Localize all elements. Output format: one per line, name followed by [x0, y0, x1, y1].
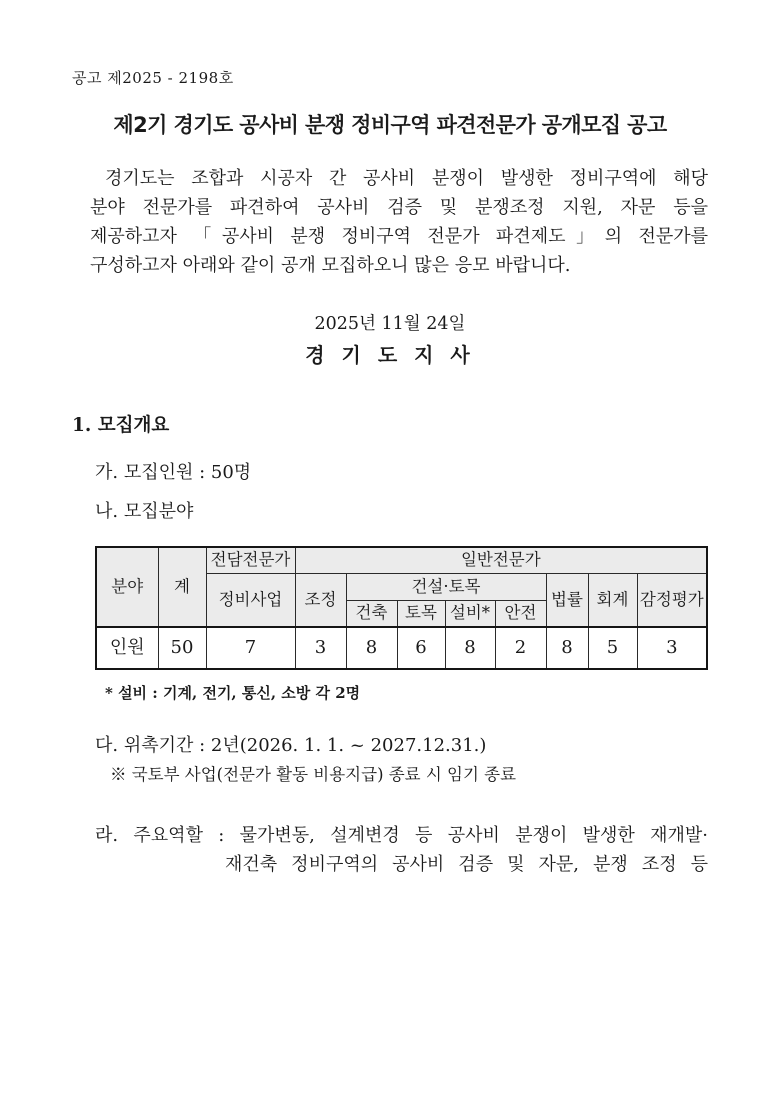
cell-total: 50: [158, 627, 206, 669]
th-architecture: 건축: [346, 600, 397, 627]
th-facility: 설비*: [445, 600, 495, 627]
cell-safety: 2: [495, 627, 546, 669]
th-general-expert: 일반전문가: [295, 547, 707, 573]
cell-appraisal: 3: [637, 627, 707, 669]
doc-date: 2025년 11월 24일: [314, 314, 466, 334]
recruit-table: [95, 546, 708, 670]
th-civil: 토목: [397, 600, 445, 627]
th-mediation: 조정: [295, 573, 346, 627]
th-dedicated-expert: 전담전문가: [206, 547, 295, 573]
cell-civil: 6: [397, 627, 445, 669]
item-appointment-period-note: ※ 국토부 사업(전문가 활동 비용지급) 종료 시 임기 종료: [110, 765, 517, 784]
th-accounting: 회계: [588, 573, 637, 627]
cell-facility: 8: [445, 627, 495, 669]
th-appraisal: 감정평가: [637, 573, 707, 627]
cell-accounting: 5: [588, 627, 637, 669]
th-maintenance-project: 정비사업: [206, 573, 295, 627]
th-construction-civil: 건설·토목: [346, 573, 546, 600]
doc-title: 제2기 경기도 공사비 분쟁 정비구역 파견전문가 공개모집 공고: [113, 113, 667, 137]
cell-maintenance-project: 7: [206, 627, 295, 669]
intro-line-3: 제공하고자 「공사비 분쟁 정비구역 전문가 파견제도」의 전문가를: [90, 226, 708, 247]
item-appointment-period: 다. 위촉기간 : 2년(2026. 1. 1. ~ 2027.12.31.): [95, 735, 487, 756]
intro-paragraph: [90, 164, 708, 280]
recruit-table-wrap: [95, 546, 706, 670]
th-safety: 안전: [495, 600, 546, 627]
section1-heading: 1. 모집개요: [72, 415, 170, 436]
cell-row-label: 인원: [96, 627, 158, 669]
intro-line-4: 구성하고자 아래와 같이 공개 모집하오니 많은 응모 바랍니다.: [90, 255, 571, 276]
cell-law: 8: [546, 627, 588, 669]
th-law: 법률: [546, 573, 588, 627]
cell-mediation: 3: [295, 627, 346, 669]
main-role-line-2: 재건축 정비구역의 공사비 검증 및 자문, 분쟁 조정 등: [225, 854, 708, 875]
table-row-personnel: [96, 627, 707, 669]
th-total: 계: [158, 547, 206, 627]
th-field: 분야: [96, 547, 158, 627]
table-footnote: * 설비 : 기계, 전기, 통신, 소방 각 2명: [105, 684, 361, 702]
doc-number: 공고 제2025 - 2198호: [72, 69, 234, 87]
item-main-role: [95, 821, 708, 879]
item-recruit-count: 가. 모집인원 : 50명: [95, 462, 252, 483]
cell-architecture: 8: [346, 627, 397, 669]
intro-line-2: 분야 전문가를 파견하여 공사비 검증 및 분쟁조정 지원, 자문 등을: [90, 197, 708, 218]
item-recruit-fields: 나. 모집분야: [95, 501, 194, 522]
governor-signature: 경 기 도 지 사: [305, 343, 475, 367]
main-role-line-1: 라. 주요역할 : 물가변동, 설계변경 등 공사비 분쟁이 발생한 재개발·: [95, 825, 708, 846]
intro-line-1: 경기도는 조합과 시공자 간 공사비 분쟁이 발생한 정비구역에 해당: [105, 168, 708, 189]
